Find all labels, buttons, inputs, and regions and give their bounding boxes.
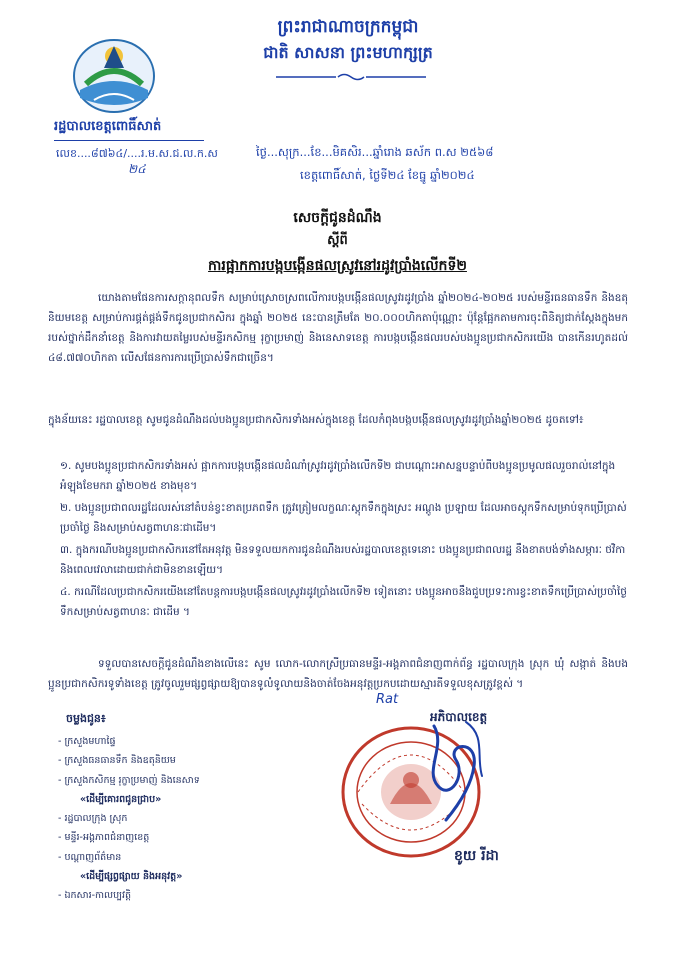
ministry-name: រដ្ឋបាលខេត្តពោធិ៍សាត់ — [54, 119, 162, 134]
list-item: - ក្រសួងធនធានទឹក និងឧតុនិយម — [58, 755, 176, 767]
motto-ornament-icon — [276, 72, 426, 82]
ministry-underline — [54, 140, 204, 141]
list-item: - ឯកសារ-កាលប្បវត្តិ — [58, 890, 132, 902]
body-paragraph-3: ទទួលបានសេចក្តីជូនដំណឹងខាងលើនេះ សូម លោក-លោកស្រីប្រធានមន្ទីរ-អង្គភាពជំនាញពាក់ព័ន្ធ រដ្ឋបាលក្រុង ស្រុក ឃុំ សង្កាត់ និងបងប្អូនប្រជាកសិករទូទាំងខេត្ត ត្រូវចូលរួមផ្សព្វផ្សាយឱ្យបានទូលំទូលាយនិងចាត់ចែងអនុវត្តប្រកបដោយស្មារតីទទួលខុសត្រូវខ្ពស់ ។ — [48, 658, 628, 690]
notice-title: សេចក្តីជូនដំណឹង — [293, 210, 382, 226]
list-item: - មន្ទីរ-អង្គភាពជំនាញខេត្ត — [58, 832, 150, 844]
body-paragraph-2: ក្នុងន័យនេះ រដ្ឋបាលខេត្ត សូមជូនដំណឹងដល់បងប្អូនប្រជាកសិករទាំងអស់ក្នុងខេត្ត ដែលកំពុងបង្កបង្កើនផលស្រូវរដូវប្រាំងឆ្នាំ២០២៥ ដូចតទៅ៖ — [48, 414, 584, 426]
kingdom-heading: ព្រះរាជាណាចក្រកម្ពុជា — [277, 17, 419, 37]
solar-date: ខេត្តពោធិ៍សាត់, ថ្ងៃទី២៤ ខែធ្នូ ឆ្នាំ២០២៤ — [300, 168, 475, 182]
signature-stroke-icon — [416, 716, 496, 826]
notice-subject-label: ស្តីពី — [327, 233, 348, 248]
list-item: «ដើម្បីគោរពជូនជ្រាប» — [80, 793, 162, 805]
list-item: ២. បងប្អូនប្រជាពលរដ្ឋដែលរស់នៅតំបន់ខ្វះខាតប្រភពទឹក ត្រូវត្រៀមលក្ខណៈស្តុកទឹកក្នុងស្រះ អណ្តូង ប្រឡាយ ដែលអាចស្តុកទឹកសម្រាប់ទុកប្រើប្រាស់ប្រចាំថ្ងៃ និងសម្រាប់សត្វពាហនៈជាដើម។ — [60, 502, 627, 534]
list-item: - ក្រសួងកសិកម្ម រុក្ខាប្រមាញ់ និងនេសាទ — [58, 774, 200, 786]
list-item: - ក្រសួងមហាផ្ទៃ — [58, 736, 116, 747]
list-item: ១. សូមបងប្អូនប្រជាកសិករទាំងអស់ ផ្អាកការបង្កបង្កើនផលដំណាំស្រូវរដូវប្រាំងលើកទី២ ជាបណ្តោះអាសន្នបន្ទាប់ពីបងប្អូនប្រមូលផលរួចរាល់នៅក្នុងអំឡុងខែមករា ឆ្នាំ២០២៥ ខាងមុខ។ — [60, 460, 616, 492]
provincial-emblem-icon — [66, 28, 162, 118]
reference-handwritten: ២៤ — [128, 162, 146, 176]
lunar-date: ថ្ងៃ...សុក្រ...ខែ...មិគសិរ...ឆ្នាំរោង ឆស័ក ព.ស ២៥៦៨ — [256, 145, 494, 159]
signatory-title: អភិបាលខេត្ត — [430, 710, 488, 724]
list-item: - រដ្ឋបាលក្រុង ស្រុក — [58, 813, 128, 825]
list-item: ៣. ក្នុងករណីបងប្អូនប្រជាកសិករនៅតែអនុវត្ត មិនទទួលយកការជូនដំណឹងរបស់រដ្ឋបាលខេត្តទេនោះ បងប្អូនប្រជាពលរដ្ឋ នឹងខាតបង់ទាំងសម្ភារៈ ថវិកា និងពេលវេលាដោយជាក់ជាមិនខានឡើយ។ — [60, 544, 626, 576]
list-item: «ដើម្បីផ្សព្វផ្សាយ និងអនុវត្ត» — [80, 871, 183, 883]
list-item: ៤. ករណីដែលប្រជាកសិករយើងនៅតែបន្តការបង្កបង្កើនផលស្រូវរដូវប្រាំងលើកទី២ ទៀតនោះ បងប្អូនអាចនឹងជួបប្រទះការខ្វះខាតទឹកប្រើប្រាស់ប្រចាំថ្ងៃ ទឹកសម្រាប់សត្វពាហនៈ ជាដើម ។ — [60, 586, 627, 618]
cc-heading: ចម្លងជូន៖ — [66, 712, 106, 725]
reference-number: លេខ....៨៧៦៤/....រ.ម.ស.ជ.ល.ក.ស — [56, 147, 218, 160]
cc-list — [58, 732, 200, 906]
signatory-name: ខូយ រីដា — [454, 848, 499, 864]
instruction-list — [60, 456, 630, 624]
handwritten-initial: Rat — [376, 692, 399, 707]
body-paragraph-1: យោងតាមផែនការសក្តានុពលទឹក សម្រាប់ស្រោចស្រពលើការបង្កបង្កើនផលស្រូវរដូវប្រាំង ឆ្នាំ២០២៤-២០២៥ របស់មន្ទីរធនធានទឹក និងឧតុនិយមខេត្ត សម្រាប់ការផ្គត់ផ្គង់ទឹកជូនប្រជាកសិករ ក្នុងឆ្នាំ ២០២៥ នេះបានត្រឹមតែ ២០.០០០ហិកតាប៉ុណ្ណោះ ប៉ុន្តែផ្អែកតាមការចុះពិនិត្យជាក់ស្តែងក្នុងមករបស់ថ្នាក់ដឹកនាំខេត្ត និងការវាយតម្លៃរបស់មន្ទីរកសិកម្ម រុក្ខាប្រមាញ់ និងនេសាទខេត្ត ការបង្កបង្កើនផលរបស់បងប្អូនប្រជាកសិករយើង បានកើនរហូតដល់ ៤៨.៧៧០ហិកតា លើសផែនការការប្រើប្រាស់ទឹកជាច្រើន។ — [48, 292, 628, 364]
notice-subject: ការផ្អាកការបង្កបង្កើនផលស្រូវនៅរដូវប្រាំងលើកទី២ — [208, 258, 467, 274]
national-motto: ជាតិ សាសនា ព្រះមហាក្សត្រ — [263, 43, 433, 62]
list-item: - បណ្តាញព័ត៌មាន — [58, 851, 122, 863]
